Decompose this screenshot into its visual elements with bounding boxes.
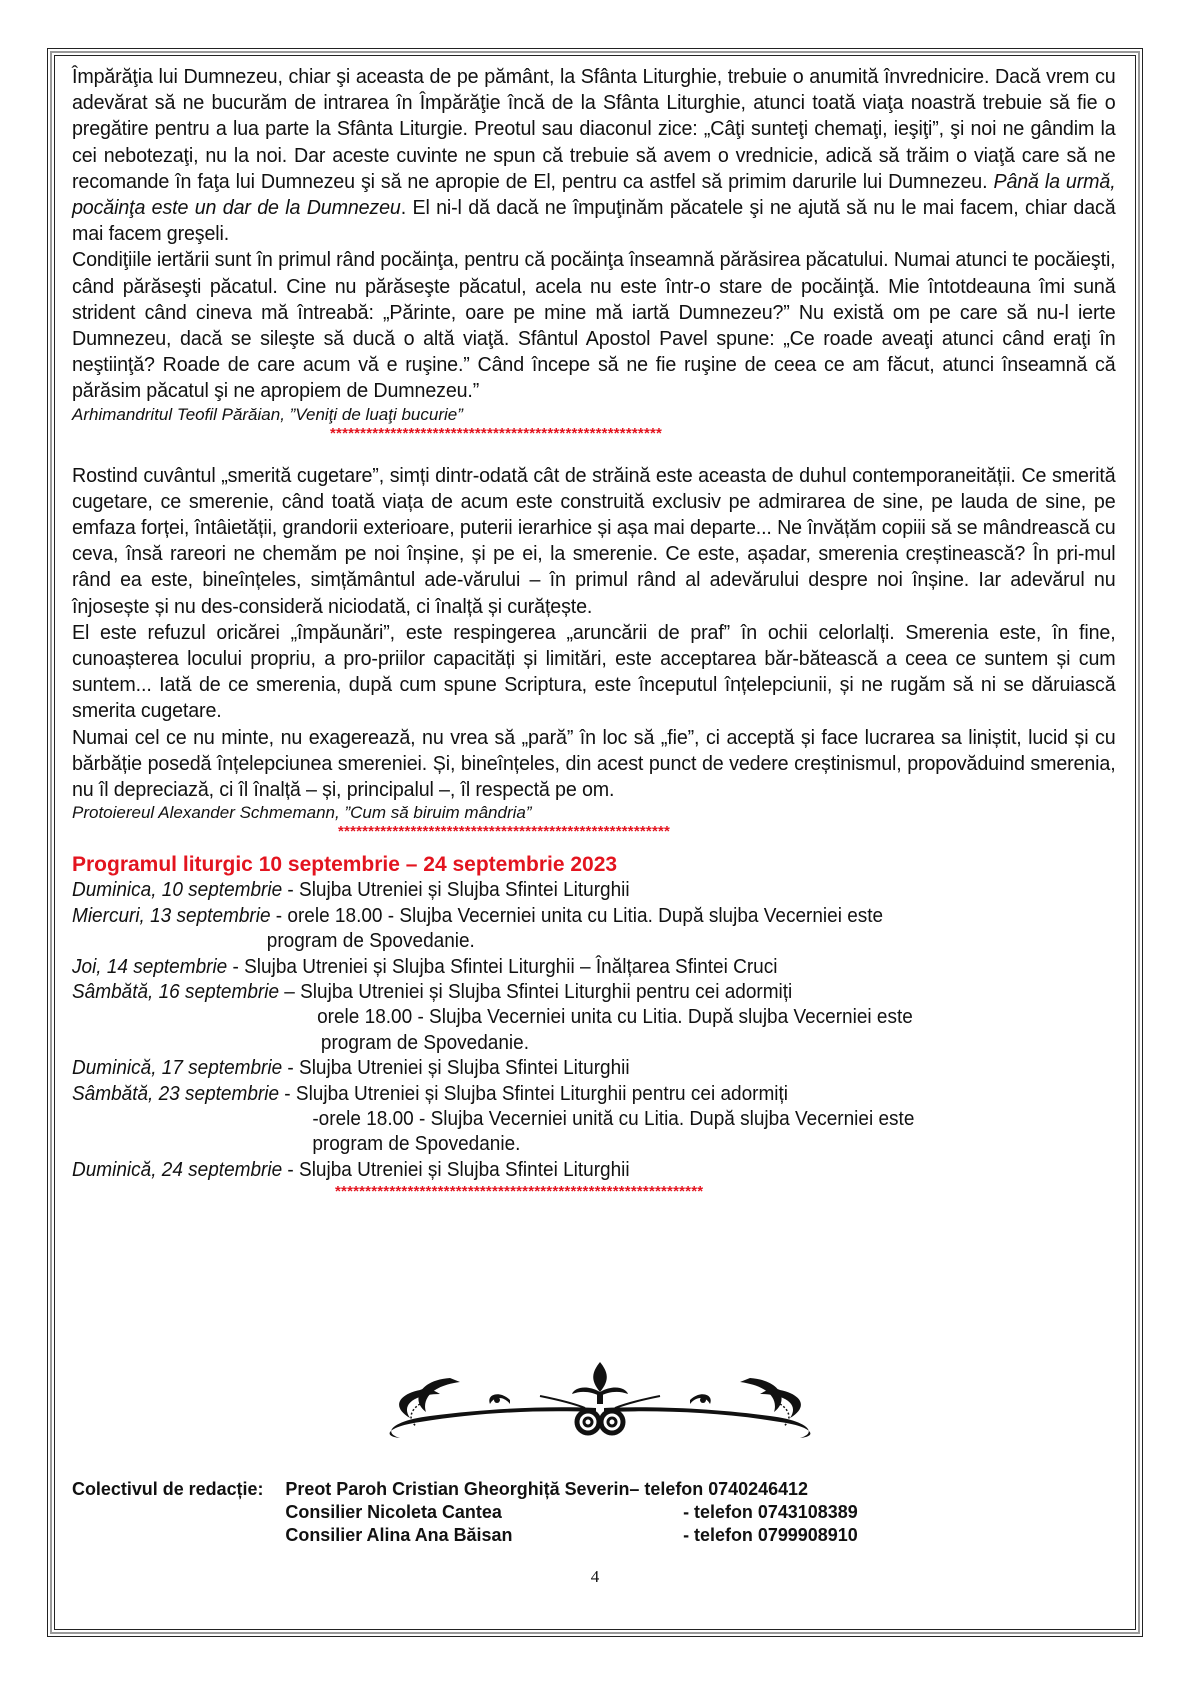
schedule-day: Duminică, 17 septembrie <box>72 1057 283 1080</box>
schedule-text: - Slujba Utreniei și Slujba Sfintei Liturghii pentru cei adormiți <box>279 1082 789 1105</box>
schedule-text: - Slujba Utreniei și Slujba Sfintei Liturghii <box>282 1057 630 1080</box>
schedule-day: Duminică, 24 septembrie <box>72 1158 283 1181</box>
schedule-day: Duminica, 10 septembrie <box>72 879 283 902</box>
page-number: 4 <box>590 1567 600 1586</box>
editorial-team <box>72 1477 858 1546</box>
article-schmemann-paragraph-1: Rostind cuvântul „smerită cugetare”, simți dintr-odată cât de străină este aceasta de duhul contemporaneității. Ce smerită cugetare, ce smerenie, când toată viața de acum este construită exclusiv pe admirarea de sine, pe lauda de sine, pe emfaza forței, întâietății, grandorii exterioare, puterii ierarhice și așa mai departe... Ne învățăm copiii să se mândrească cu ceva, însă rareori ne chemăm pe noi înșine, și pe ei, la smerenie. Ce este, așadar, smerenia creștinească? În pri-mul rând ea este, bineînțeles, simțământul ade-vărului – în primul rând al adevărului despre noi înșine. Iar adevărul nu înjosește și nu des-consideră niciodată, ci înalță și curățește. <box>72 463 1116 618</box>
separator-stars: ************************************************************* <box>335 1183 704 1201</box>
schedule-entry <box>72 904 1117 929</box>
schedule-text: - Slujba Utreniei și Slujba Sfintei Liturghii – Înălțarea Sfintei Cruci <box>227 955 778 978</box>
schedule-entry <box>72 980 1117 1005</box>
schedule-entry-continuation: -orele 18.00 - Slujba Vecerniei unită cu Litia. După slujba Vecerniei este <box>312 1107 915 1130</box>
credit-row <box>72 1477 858 1500</box>
schedule-entry-continuation: program de Spovedanie. <box>266 930 475 953</box>
spacer <box>72 443 1116 463</box>
page-content <box>72 64 1116 1201</box>
credit-phone: – telefon 0740246412 <box>629 1478 809 1499</box>
separator-stars: ******************************************************* <box>330 424 663 442</box>
schedule-list <box>72 878 1117 1183</box>
schedule-entry-continuation: program de Spovedanie. <box>312 1133 521 1156</box>
schedule-entry <box>72 1056 1117 1081</box>
credit-row <box>72 1500 858 1523</box>
paragraph-text-continued: . El ni-l dă dacă ne împuţinăm păcatele şi ne ajută să nu le mai facem, chiar dacă mai facem greşeli. <box>72 196 1116 246</box>
schedule-text: – Slujba Utreniei și Slujba Sfintei Liturghii pentru cei adormiți <box>279 980 793 1003</box>
schedule-day: Miercuri, 13 septembrie <box>72 904 271 927</box>
credit-phone: - telefon 0799908910 <box>683 1524 858 1545</box>
article-teofil-paragraph-1 <box>72 64 1116 247</box>
schedule-entry <box>72 1158 1117 1183</box>
credit-name: Consilier Nicoleta Cantea <box>285 1501 502 1522</box>
schedule-entry-continuation: orele 18.00 - Slujba Vecerniei unita cu Litia. După slujba Vecerniei este <box>317 1006 913 1029</box>
paragraph-text: Împărăţia lui Dumnezeu, chiar şi aceasta de pe pământ, la Sfânta Liturghie, trebuie o anumită învrednicire. Dacă vrem cu adevărat să ne bucurăm de intrarea în Împărăţie încă de la Sfânta Liturghie, atunci toată viaţa noastră trebuie să fie o pregătire pentru a lua parte la Sfânta Liturgie. Preotul sau diaconul zice: „Câţi sunteţi chemaţi, ieşiţi”, şi noi ne gândim la cei nebotezaţi, nu la noi. Dar aceste cuvinte ne spun că trebuie să avem o vrednicie, adică să trăim o viaţă care să ne recomande în faţa lui Dumnezeu şi să ne apropie de El, pentru ca astfel să primim darurile lui Dumnezeu. <box>72 65 1116 193</box>
schedule-day: Sâmbătă, 23 septembrie <box>72 1082 280 1105</box>
credit-name: Consilier Alina Ana Băisan <box>285 1524 513 1545</box>
article-schmemann-paragraph-3: Numai cel ce nu minte, nu exagerează, nu vrea să „pară” în loc să „fie”, ci acceptă și face lucrarea sa liniștit, lucid și cu bărbăție posedă înțelepciunea smereniei. Și, bineînțeles, din acest punct de vedere creștinismul, propovăduind smerenia, nu îl depreciază, ci îl înalță – și, principalul –, îl respectă pe om. <box>72 725 1116 802</box>
schedule-day: Joi, 14 septembrie <box>72 955 228 978</box>
article-teofil-source: Arhimandritul Teofil Părăian, ”Veniţi de luaţi bucurie” <box>72 404 463 424</box>
credits-label-spacer <box>72 1523 285 1546</box>
credit-row <box>72 1523 858 1546</box>
article-schmemann <box>72 463 1116 804</box>
article-schmemann-source: Protoiereul Alexander Schmemann, ”Cum să biruim mândria” <box>72 803 532 823</box>
schedule-text: - Slujba Utreniei și Slujba Sfintei Liturghii <box>282 1158 630 1181</box>
article-schmemann-paragraph-2: El este refuzul oricărei „împăunări”, este respingerea „aruncării de praf” în ochii celorlalți. Smerenia este, în fine, cunoașterea locului propriu, a pro-priilor capacități și limitări, este acceptarea băr-bătească a ceea ce suntem și cum suntem... Iată de ce smerenia, după cum spune Scriptura, este începutul înțelepciunii, și ne rugăm să ni se dăruiască smerita cugetare. <box>72 620 1116 723</box>
schedule-text: - orele 18.00 - Slujba Vecerniei unita cu Litia. După slujba Vecerniei este <box>270 904 884 927</box>
schedule-entry <box>72 955 1117 980</box>
article-teofil <box>72 64 1116 405</box>
credits-label: Colectivul de redacție: <box>72 1478 264 1499</box>
schedule-entry-continuation: program de Spovedanie. <box>320 1031 529 1054</box>
schedule-day: Sâmbătă, 16 septembrie <box>72 980 280 1003</box>
credit-phone: - telefon 0743108389 <box>683 1501 858 1522</box>
separator-stars: ******************************************************* <box>338 823 671 841</box>
credit-name: Preot Paroh Cristian Gheorghiță Severin <box>285 1478 630 1499</box>
article-teofil-paragraph-2: Condiţiile iertării sunt în primul rând pocăinţa, pentru că pocăinţa înseamnă părăsirea păcatului. Numai atunci te pocăieşti, când părăseşti păcatul. Cine nu părăseşte păcatul, acela nu este într-o stare de pocăinţă. Mie întotdeauna îmi sună strident când cineva mă întreabă: „Părinte, oare pe mine mă iartă Dumnezeu?” Nu există om pe care să nu-l ierte Dumnezeu, dacă se sileşte să ducă o altă viaţă. Sfântul Apostol Pavel spune: „Ce roade aveaţi atunci când eraţi în neştiinţă? Roade de care acum vă e ruşine.” Când începe să ne fie ruşine de ceea ce am făcut, atunci înseamnă că părăsim păcatul şi ne apropiem de Dumnezeu.” <box>72 248 1116 403</box>
fleur-de-lis-flourish-icon <box>360 1360 840 1440</box>
schedule-text: - Slujba Utreniei și Slujba Sfintei Liturghii <box>282 879 630 902</box>
credits-label-spacer <box>72 1500 285 1523</box>
italic-sentence: Până la urmă, pocăinţa este un dar de la Dumnezeu <box>72 169 1116 220</box>
schedule-entry <box>72 878 1117 903</box>
schedule-entry <box>72 1082 1117 1107</box>
schedule-title: Programul liturgic 10 septembrie – 24 septembrie 2023 <box>72 853 618 877</box>
